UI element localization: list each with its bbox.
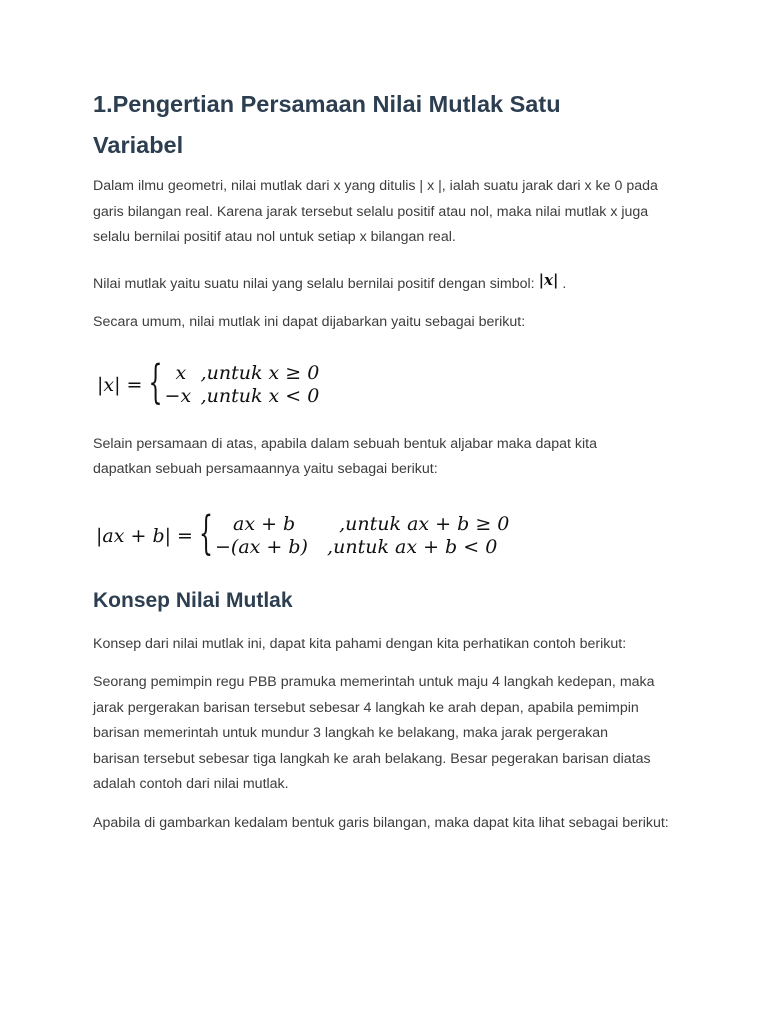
equation2-case1-cond: ,untuk ax + b ≥ 0 (321, 512, 510, 535)
equation1-case2-expr: −x (164, 384, 192, 407)
paragraph-konsep-example: Seorang pemimpin regu PBB pramuka memerintah untuk maju 4 langkah kedepan, maka jarak pergerakan barisan tersebut sebesar 4 langkah ke arah depan, apabila pemimpin barisan memerintah untuk mundur 3 langkah ke belakang, maka jarak pergerakan barisan tersebut sebesar tiga langkah ke arah belakang. Besar pegerakan barisan diatas adalah contoh dari nilai mutlak. (93, 674, 655, 792)
equation1-case1-cond: ,untuk x ≥ 0 (194, 361, 320, 384)
equation2-case2-cond: ,untuk ax + b < 0 (321, 535, 498, 558)
equation1-case2-cond: ,untuk x < 0 (194, 384, 320, 407)
paragraph-symbol-end: . (558, 275, 567, 292)
article (93, 84, 693, 836)
paragraph-general: Secara umum, nilai mutlak ini dapat dijabarkan yaitu sebagai berikut: (93, 314, 526, 330)
equation1-cases (165, 362, 320, 408)
paragraph-number-line: Apabila di gambarkan kedalam bentuk garis bilangan, maka dapat kita lihat sebagai berikut: (93, 814, 669, 831)
equation2-case2-expr: −(ax + b) (215, 535, 308, 558)
paragraph-algebra: Selain persamaan di atas, apabila dalam sebuah bentuk aljabar maka dapat kita dapatkan sebuah persamaannya yaitu sebagai berikut: (93, 435, 597, 477)
section-heading-konsep: Konsep Nilai Mutlak (93, 588, 293, 612)
paragraph-konsep-intro: Konsep dari nilai mutlak ini, dapat kita pahami dengan kita perhatikan contoh berikut: (93, 635, 627, 652)
paragraph-symbol-text: Nilai mutlak yaitu suatu nilai yang selalu bernilai positif dengan simbol: (93, 275, 539, 292)
main-heading-line2: Variabel (93, 132, 184, 158)
equation1-lhs: |x| = (97, 373, 149, 396)
equation1-brace: { (148, 357, 163, 410)
paragraph-symbol (93, 271, 693, 298)
equation-absolute-x (97, 357, 693, 410)
equation2-cases (215, 513, 509, 559)
absolute-value-symbol: |x| (538, 270, 559, 289)
equation2-brace: { (199, 508, 214, 561)
equation2-lhs: |ax + b| = (96, 524, 200, 547)
equation-absolute-axb (96, 508, 693, 561)
paragraph-definition: Dalam ilmu geometri, nilai mutlak dari x yang ditulis | x |, ialah suatu jarak dari x ke 0 pada garis bilangan real. Karena jarak tersebut selalu positif atau nol, maka nilai mutlak x juga selalu bernilai positif atau nol untuk setiap x bilangan real. (93, 178, 658, 245)
equation1-case1-expr: x (175, 361, 187, 384)
equation2-case1-expr: ax + b (233, 512, 296, 535)
main-heading-line1: 1.Pengertian Persamaan Nilai Mutlak Satu (93, 91, 561, 117)
main-heading (93, 84, 693, 166)
